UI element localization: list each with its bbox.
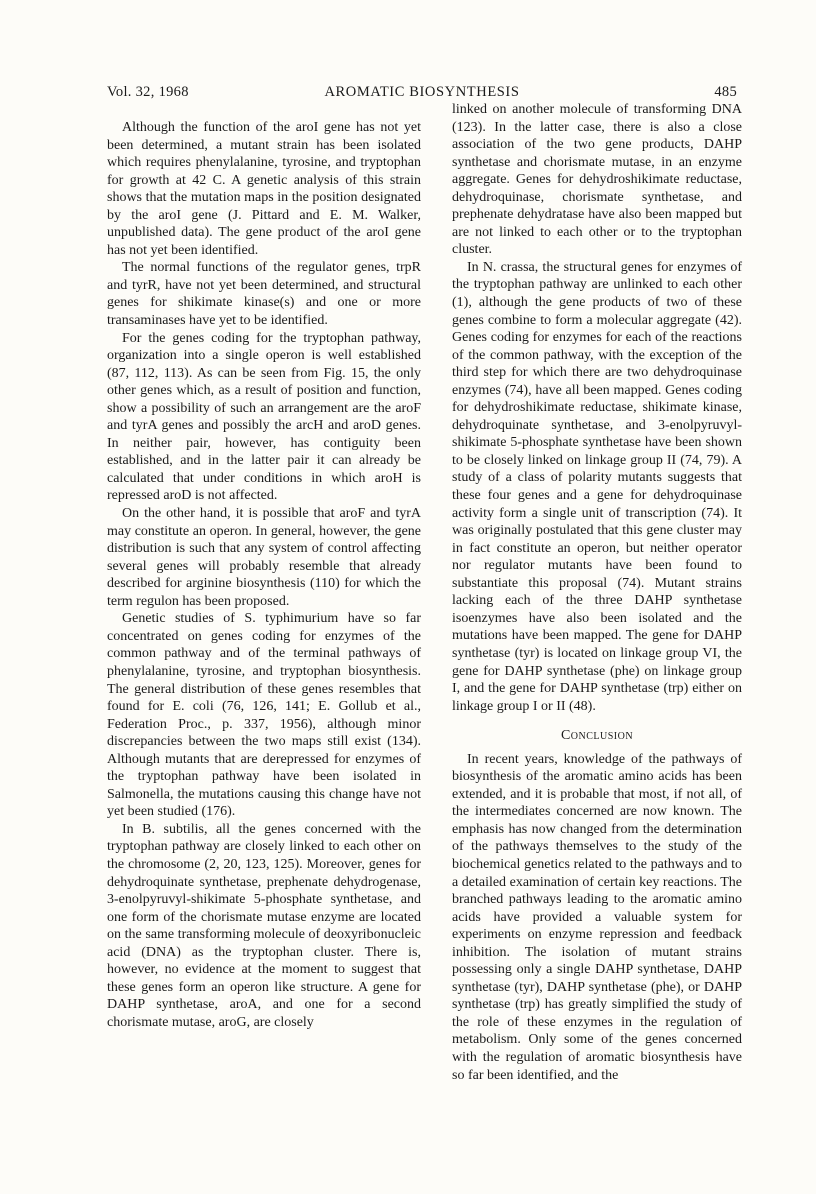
paragraph-salmonella: Genetic studies of S. typhimurium have so far concentrated on genes coding for enzymes of the common pathway and of the terminal pathways of phenylalanine, tyrosine, and tryptophan biosynthesis. The general distribution of these genes resembles that found for E. coli (76, 126, 141; E. Gollub et al., Federation Proc., p. 337, 1956), although minor discrepancies between the two maps still exist (134). Although mutants that are derepressed for enzymes of the tryptophan pathway have been isolated in Salmonella, the mutations causing this change have not yet been studied (176).: [107, 611, 421, 820]
section-heading-conclusion: Conclusion: [560, 728, 634, 744]
right-column: [452, 101, 742, 1084]
page-number: 485: [714, 84, 737, 100]
paragraph-continued: linked on another molecule of transforming DNA (123). In the latter case, there is also a close association of the two gene products, DAHP synthetase and chorismate mutase, in an enzyme aggregate. Genes for dehydroshikimate reductase, dehydroquinase, chorismate synthetase, and prephenate dehydratase have also been mapped but are not linked to each other or to the tryptophan cluster.: [452, 102, 742, 258]
paragraph-aroi: Although the function of the aroI gene has not yet been determined, a mutant strain has been isolated which requires phenylalanine, tyrosine, and tryptophan for growth at 42 C. A genetic analysis of this strain shows that the mutation maps in the position designated by the aroI gene (J. Pittard and E. M. Walker, unpublished data). The gene product of the aroI gene has not yet been identified.: [107, 120, 421, 258]
paragraph-bsubtilis: In B. subtilis, all the genes concerned with the tryptophan pathway are closely linked to each other on the chromosome (2, 20, 123, 125). Moreover, genes for dehydroquinate synthetase, prephenate dehydrogenase, 3-enolpyruvyl-shikimate 5-phosphate synthetase, and one form of the chorismate mutase enzyme are located on the same transforming molecule of deoxyribonucleic acid (DNA) as the tryptophan cluster. There is, however, no evidence at the moment to suggest that these genes form an operon like structure. A gene for DAHP synthetase, aroA, and one for a second chorismate mutase, aroG, are closely: [107, 821, 421, 1030]
left-column: [107, 119, 421, 1031]
paragraph-regulator-genes: The normal functions of the regulator genes, trpR and tyrR, have not yet been determined, and structural genes for shikimate kinase(s) and one or more transaminases have yet to be identified.: [107, 260, 421, 329]
paragraph-arof-tyra: On the other hand, it is possible that aroF and tyrA may constitute an operon. In general, however, the gene distribution is such that any system of control affecting several genes will probably resemble that already described for arginine biosynthesis (110) for which the term regulon has been proposed.: [107, 506, 421, 609]
volume-label: Vol. 32, 1968: [107, 84, 189, 100]
paragraph-ncrassa: In N. crassa, the structural genes for enzymes of the tryptophan pathway are unlinked to each other (1), although the gene products of two of these genes combine to form a molecular aggregate (42). Genes coding for enzymes for each of the reactions of the common pathway, with the exception of the third step for which there are two dehydroquinase enzymes (74), have all been mapped. Genes coding for dehydroshikimate reductase, shikimate kinase, dehydroquinate synthetase, and 3-enolpyruvyl-shikimate 5-phosphate synthetase have been shown to be closely linked on linkage group II (74, 79). A study of a class of polarity mutants suggests that these four genes and a gene for dehydroquinase activity form a single unit of transcription (74). It was originally postulated that this gene cluster may in fact constitute an operon, but neither operator nor regulator mutants have been found to substantiate this proposal (74). Mutant strains lacking each of the three DAHP synthetase isoenzymes have also been isolated and the mutations have been mapped. The gene for DAHP synthetase (tyr) is located on linkage group VI, the gene for DAHP synthetase (phe) on linkage group I, and the gene for DAHP synthetase (trp) either on linkage group I or II (48).: [452, 259, 742, 714]
paragraph-conclusion: In recent years, knowledge of the pathways of biosynthesis of the aromatic amino acids has been extended, and it is probable that most, if not all, of the intermediates concerned are now known. The emphasis has now changed from the determination of the pathways themselves to the study of the biochemical genetics related to the pathways and to a detailed examination of certain key reactions. The branched pathways leading to the aromatic amino acids have provided a valuable system for experiments on enzyme repression and feedback inhibition. The isolation of mutant strains possessing only a single DAHP synthetase, DAHP synthetase (tyr), DAHP synthetase (phe), or DAHP synthetase (trp) has greatly simplified the study of the role of these enzymes in the regulation of metabolism. Only some of the genes concerned with the regulation of aromatic biosynthesis have so far been identified, and the: [452, 751, 742, 1083]
paragraph-tryptophan-operon: For the genes coding for the tryptophan pathway, organization into a single operon is well established (87, 112, 113). As can be seen from Fig. 15, the only other genes which, as a result of position and function, show a possibility of such an arrangement are the aroF and tyrA genes and possibly the arcH and aroD genes. In neither pair, however, has contiguity been established, and in the latter pair it can already be calculated that under conditions in which aroH is repressed aroD is not affected.: [107, 330, 421, 504]
running-title: AROMATIC BIOSYNTHESIS: [324, 84, 520, 100]
